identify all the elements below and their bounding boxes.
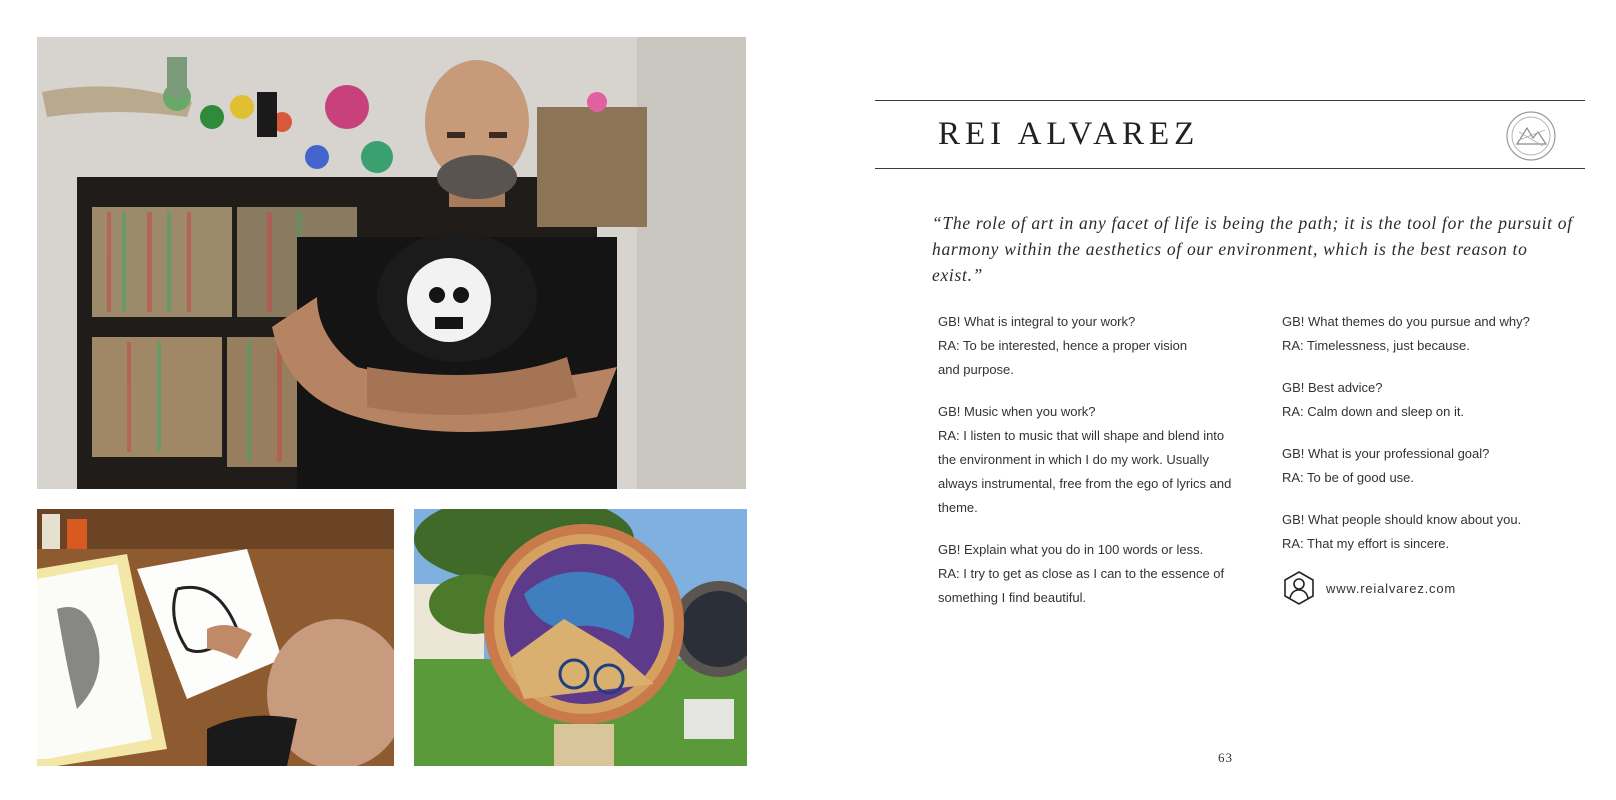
qa-question: GB! What themes do you pursue and why? [1282,314,1530,329]
qa-question: GB! Explain what you do in 100 words or less. [938,542,1204,557]
qa-question: GB! Music when you work? [938,404,1096,419]
qa-answer: RA: Calm down and sleep on it. [1282,404,1465,419]
qa-answer: RA: That my effort is sincere. [1282,536,1450,551]
header-rule-bottom [875,168,1585,169]
qa-question: GB! What is your professional goal? [1282,446,1490,461]
qa-item [938,538,1248,610]
qa-item [1282,376,1582,424]
sculpture-photo [414,509,747,766]
qa-answer: RA: To be interested, hence a proper vision and purpose. [938,338,1188,377]
page-number: 63 [1218,750,1233,765]
qa-item [938,310,1248,382]
website-link[interactable] [1282,570,1456,606]
mountain-seal-icon [1505,110,1557,162]
qa-answer: RA: I listen to music that will shape and blend into the environment in which I do my work. Usually always instrumental, free from the ego of lyrics and theme. [938,428,1232,515]
qa-column-left [938,310,1248,628]
qa-question: GB! What people should know about you. [1282,512,1522,527]
qa-answer: RA: I try to get as close as I can to the essence of something I find beautiful. [938,566,1225,605]
portrait-photo [37,37,746,489]
qa-question: GB! What is integral to your work? [938,314,1136,329]
qa-item [1282,310,1582,358]
qa-column-right [1282,310,1582,574]
website-url[interactable]: www.reialvarez.com [1326,580,1456,596]
qa-answer: RA: Timelessness, just because. [1282,338,1470,353]
person-icon [1282,570,1316,606]
qa-item [1282,442,1582,490]
drawing-photo [37,509,394,766]
qa-question: GB! Best advice? [1282,380,1383,395]
qa-item [1282,508,1582,556]
header-rule-top [875,100,1585,101]
artist-name: REI ALVAREZ [938,116,1200,152]
qa-item [938,400,1248,520]
qa-answer: RA: To be of good use. [1282,470,1415,485]
artist-quote: “The role of art in any facet of life is being the path; it is the tool for the pursuit of harmony within the aesthetics of our environment, which is the best reason to exist.” [932,213,1573,285]
